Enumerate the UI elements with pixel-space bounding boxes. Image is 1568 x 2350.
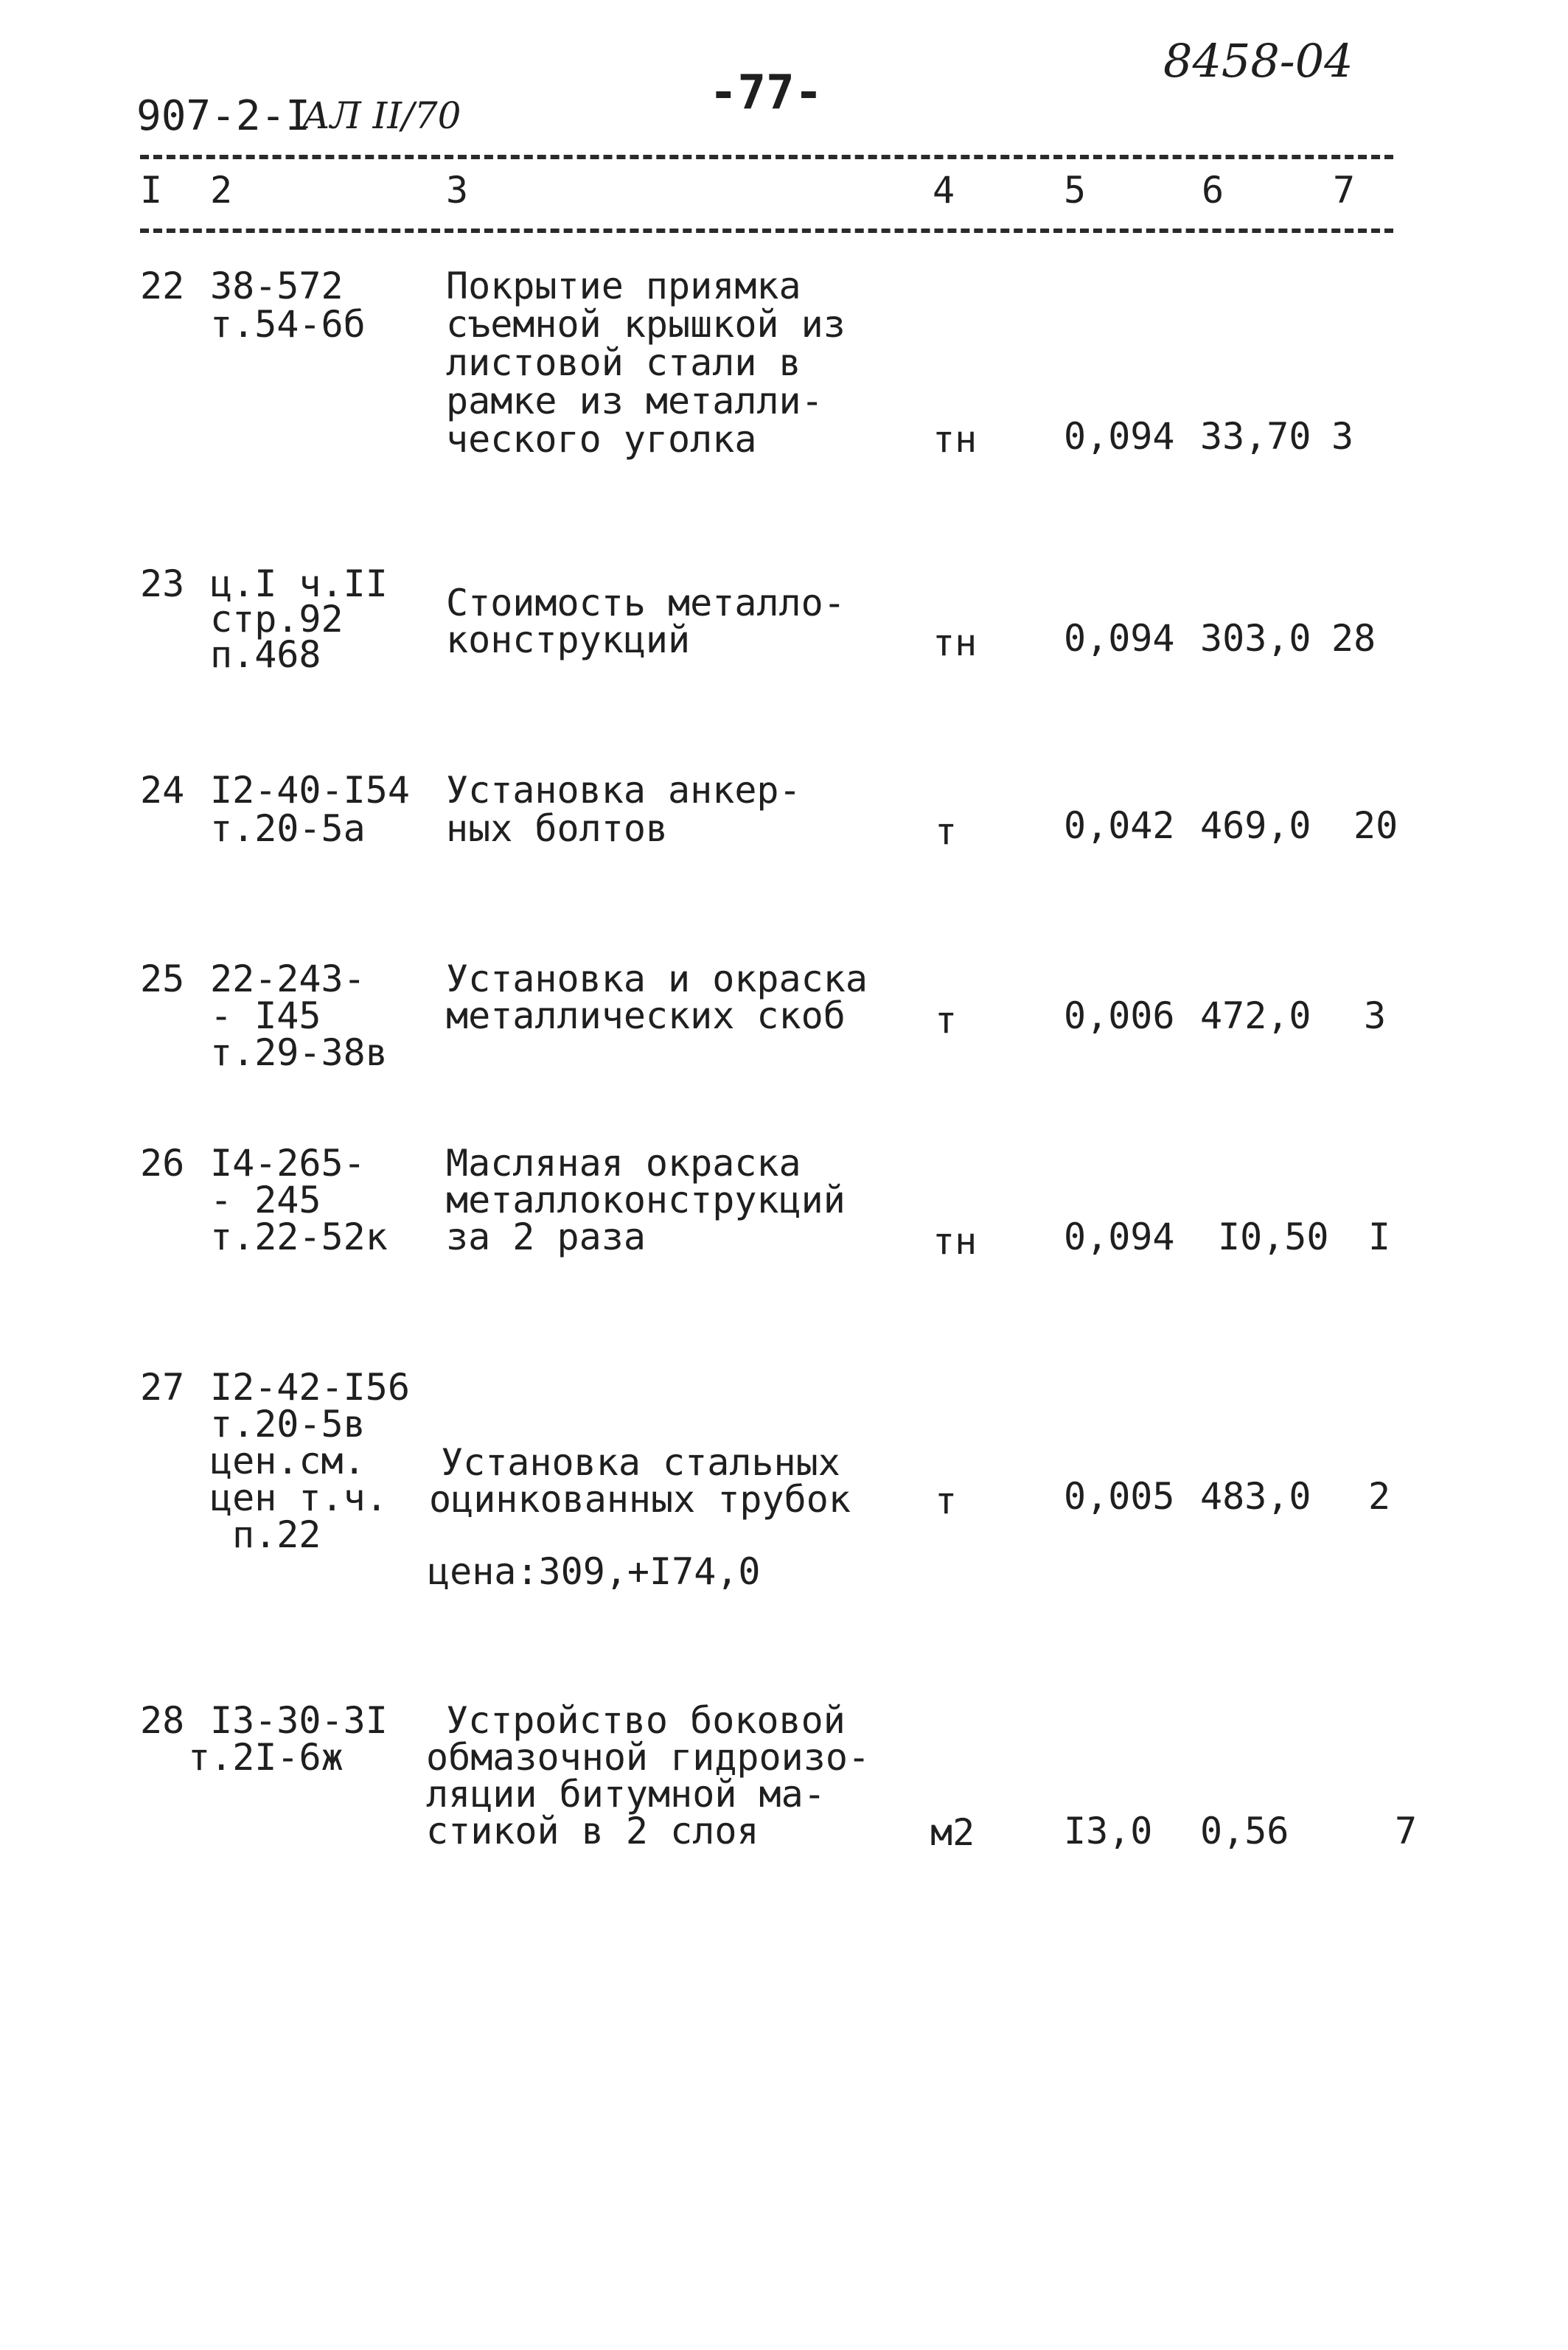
row-number: 25 xyxy=(140,958,185,1000)
norm-code-line: I4-265- xyxy=(210,1142,366,1185)
unit-of-measure: м2 xyxy=(930,1811,975,1854)
quantity: I3,0 xyxy=(1064,1810,1153,1852)
norm-code-line: цен т.ч. xyxy=(210,1476,388,1519)
unit-price: 33,70 xyxy=(1200,415,1311,458)
work-description-line: Устройство боковой xyxy=(446,1699,846,1742)
norm-code-line: т.54-6б xyxy=(210,303,366,346)
work-description-line: Установка стальных xyxy=(441,1441,840,1484)
work-description-line: за 2 раза xyxy=(446,1216,646,1258)
row-number: 24 xyxy=(140,769,185,812)
document-code: 907-2-I xyxy=(136,92,311,140)
norm-code-line: п.468 xyxy=(210,633,321,676)
total-cost: 28 xyxy=(1331,617,1376,660)
archive-number-handwritten: 8458-04 xyxy=(1163,34,1353,88)
quantity: 0,094 xyxy=(1064,1216,1175,1258)
quantity: 0,006 xyxy=(1064,994,1175,1037)
unit-price: 0,56 xyxy=(1200,1810,1289,1852)
unit-price: 483,0 xyxy=(1200,1475,1311,1518)
norm-code-line: I3-30-3I xyxy=(210,1699,388,1742)
document-code-handwritten-suffix: АЛ II/70 xyxy=(302,94,461,137)
work-description-line: ных болтов xyxy=(446,807,669,850)
row-number: 27 xyxy=(140,1366,185,1409)
price-note: цена:309,+I74,0 xyxy=(428,1550,761,1593)
quantity: 0,094 xyxy=(1064,415,1175,458)
norm-code-line: ц.I ч.II xyxy=(210,562,388,605)
column-header-5: 5 xyxy=(1064,169,1087,212)
work-description-line: листовой стали в xyxy=(446,341,801,384)
norm-code-line: т.22-52к xyxy=(210,1216,388,1258)
row-number: 23 xyxy=(140,562,185,605)
work-description-line: обмазочной гидроизо- xyxy=(426,1736,871,1779)
work-description-line: съемной крышкой из xyxy=(446,303,846,346)
norm-code-line: стр.92 xyxy=(210,598,344,641)
total-cost: 20 xyxy=(1353,804,1398,847)
unit-price: 469,0 xyxy=(1200,804,1311,847)
unit-of-measure: тн xyxy=(933,1220,978,1263)
work-description-line: металлических скоб xyxy=(446,994,846,1037)
column-header-7: 7 xyxy=(1333,169,1356,212)
row-number: 22 xyxy=(140,265,185,307)
norm-code-line: т.2I-6ж xyxy=(188,1736,344,1779)
work-description-line: конструкций xyxy=(446,618,691,661)
unit-price: 303,0 xyxy=(1200,617,1311,660)
work-description-line: Установка анкер- xyxy=(446,769,801,812)
header-bottom-rule xyxy=(140,229,1393,233)
page-number: -77- xyxy=(709,66,823,120)
norm-code-line: т.29-38в xyxy=(210,1031,388,1074)
total-cost: 3 xyxy=(1331,415,1354,458)
norm-code-line: п.22 xyxy=(232,1513,321,1556)
column-header-1: I xyxy=(140,169,163,212)
norm-code-line: 38-572 xyxy=(210,265,344,307)
header-top-rule xyxy=(140,155,1393,159)
quantity: 0,042 xyxy=(1064,804,1175,847)
work-description-line: рамке из металли- xyxy=(446,380,823,422)
norm-code-line: 22-243- xyxy=(210,958,366,1000)
unit-of-measure: т xyxy=(935,1479,958,1522)
unit-price: I0,50 xyxy=(1218,1216,1329,1258)
work-description-line: Установка и окраска xyxy=(446,958,868,1000)
column-header-4: 4 xyxy=(933,169,955,212)
quantity: 0,005 xyxy=(1064,1475,1175,1518)
work-description-line: Масляная окраска xyxy=(446,1142,801,1185)
norm-code-line: I2-40-I54 xyxy=(210,769,410,812)
column-header-6: 6 xyxy=(1202,169,1224,212)
unit-of-measure: тн xyxy=(933,621,978,664)
norm-code-line: - 245 xyxy=(210,1179,321,1221)
work-description-line: металлоконструкций xyxy=(446,1179,846,1221)
work-description-line: ческого уголка xyxy=(446,418,757,461)
work-description-line: ляции битумной ма- xyxy=(426,1773,826,1816)
row-number: 28 xyxy=(140,1699,185,1742)
norm-code-line: I2-42-I56 xyxy=(210,1366,410,1409)
total-cost: I xyxy=(1368,1216,1391,1258)
column-header-2: 2 xyxy=(210,169,233,212)
unit-of-measure: т xyxy=(935,810,958,853)
unit-price: 472,0 xyxy=(1200,994,1311,1037)
work-description-line: Стоимость металло- xyxy=(446,582,846,624)
total-cost: 7 xyxy=(1395,1810,1418,1852)
quantity: 0,094 xyxy=(1064,617,1175,660)
total-cost: 2 xyxy=(1368,1475,1391,1518)
norm-code-line: - I45 xyxy=(210,994,321,1037)
column-header-3: 3 xyxy=(446,169,469,212)
row-number: 26 xyxy=(140,1142,185,1185)
norm-code-line: т.20-5в xyxy=(210,1403,366,1446)
work-description-line: Покрытие приямка xyxy=(446,265,801,307)
total-cost: 3 xyxy=(1364,994,1387,1037)
unit-of-measure: тн xyxy=(933,418,978,461)
unit-of-measure: т xyxy=(935,999,958,1042)
norm-code-line: цен.см. xyxy=(210,1440,366,1482)
work-description-line: стикой в 2 слоя xyxy=(426,1810,759,1852)
work-description-line: оцинкованных трубок xyxy=(429,1478,851,1521)
norm-code-line: т.20-5а xyxy=(210,807,366,850)
